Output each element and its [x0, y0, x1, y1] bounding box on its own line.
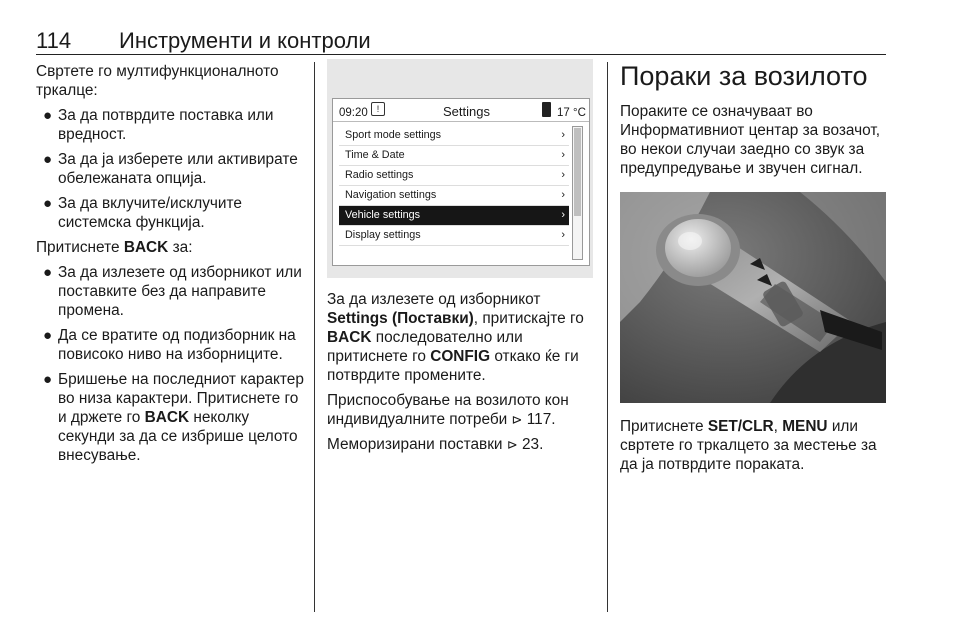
list-item: ● Да се вратите од подизборник на повисоко ниво на изборниците. [43, 327, 296, 363]
screen-clock: 09:20 [339, 107, 368, 119]
scroll-thumb[interactable] [574, 128, 581, 216]
exit-settings-paragraph: За да излезете од изборникот Settings (Поставки), притискајте го BACK последователно или притиснете го CONFIG откако ќе ги потврдите промените. [327, 291, 584, 384]
column-divider [607, 62, 608, 612]
bullet-icon: ● [43, 327, 53, 344]
settings-screen-figure [327, 59, 593, 278]
column-middle [327, 58, 595, 460]
back-bullet-list [36, 263, 304, 465]
screen-status-bar [333, 99, 589, 122]
menu-item[interactable] [339, 126, 569, 146]
column-left [36, 58, 304, 471]
column-right [620, 58, 890, 480]
menu-item-label: Display settings [345, 229, 421, 241]
page-number: 114 [36, 28, 72, 53]
chevron-right-icon: › [561, 149, 565, 161]
chevron-right-icon: › [561, 229, 565, 241]
menu-item[interactable] [339, 226, 569, 246]
wheel-intro: Свртете го мултифункционалното тркалце: [36, 63, 279, 99]
wheel-bullet-list [36, 106, 304, 232]
screen-title: Settings [443, 104, 490, 119]
bullet-icon: ● [43, 151, 53, 168]
menu-scrollbar[interactable] [572, 126, 583, 260]
back-intro: Притиснете BACK за: [36, 239, 193, 256]
list-item: ● Бришење на последниот карактер во низа карактери. Притиснете го и држете го BACK неколку секунди за да се избрише целото внесување. [43, 371, 304, 464]
settings-screen [332, 98, 590, 266]
chevron-right-icon: › [561, 189, 565, 201]
column-divider [314, 62, 315, 612]
menu-item[interactable] [339, 206, 569, 226]
phone-icon [542, 102, 551, 117]
menu-item-label: Navigation settings [345, 189, 437, 201]
menu-item[interactable] [339, 146, 569, 166]
menu-item-label: Radio settings [345, 169, 414, 181]
confirm-message-paragraph: Притиснете SET/CLR, MENU или свртете го тркалцето за местење за да ја потврдите пораката. [620, 418, 877, 473]
chevron-right-icon: › [561, 169, 565, 181]
menu-item[interactable] [339, 186, 569, 206]
bullet-icon: ● [43, 195, 53, 212]
list-item: ● За да вклучите/исклучите системска функција. [43, 195, 242, 231]
screen-temperature: 17 °C [557, 107, 586, 119]
messages-paragraph: Пораките се означуваат во Информативниот центар за возачот, во некои случаи заедно со звук за предупредување и звучен сигнал. [620, 103, 881, 177]
list-item: ● За да ја изберете или активирате обележаната опција. [43, 151, 298, 187]
chevron-right-icon: › [561, 129, 565, 141]
menu-item[interactable] [339, 166, 569, 186]
page-ref-arrow-icon: ⊳ [506, 437, 518, 452]
settings-menu [339, 126, 569, 246]
menu-item-label: Vehicle settings [345, 209, 421, 221]
stalk-illustration [620, 192, 886, 403]
list-item: ● За да потврдите поставка или вредност. [43, 107, 274, 143]
bullet-icon: ● [43, 371, 53, 388]
menu-item-label: Sport mode settings [345, 129, 442, 141]
chevron-right-icon: › [561, 209, 565, 221]
chapter-title: Инструменти и контроли [119, 28, 371, 53]
section-title: Пораки за возилото [620, 61, 868, 91]
bullet-icon: ● [43, 264, 53, 281]
steering-stalk-photo [620, 192, 886, 403]
list-item: ● За да излезете од изборникот или поставките без да направите промена. [43, 264, 302, 319]
menu-item-label: Time & Date [345, 149, 405, 161]
memorised-settings-paragraph: Меморизирани поставки ⊳ 23. [327, 436, 544, 453]
personalisation-paragraph: Приспособување на возилото кон индивидуалните потреби ⊳ 117. [327, 392, 569, 428]
notification-icon: ! [371, 102, 385, 116]
page-header [36, 18, 886, 55]
bullet-icon: ● [43, 107, 53, 124]
page-ref-arrow-icon: ⊳ [511, 412, 523, 427]
